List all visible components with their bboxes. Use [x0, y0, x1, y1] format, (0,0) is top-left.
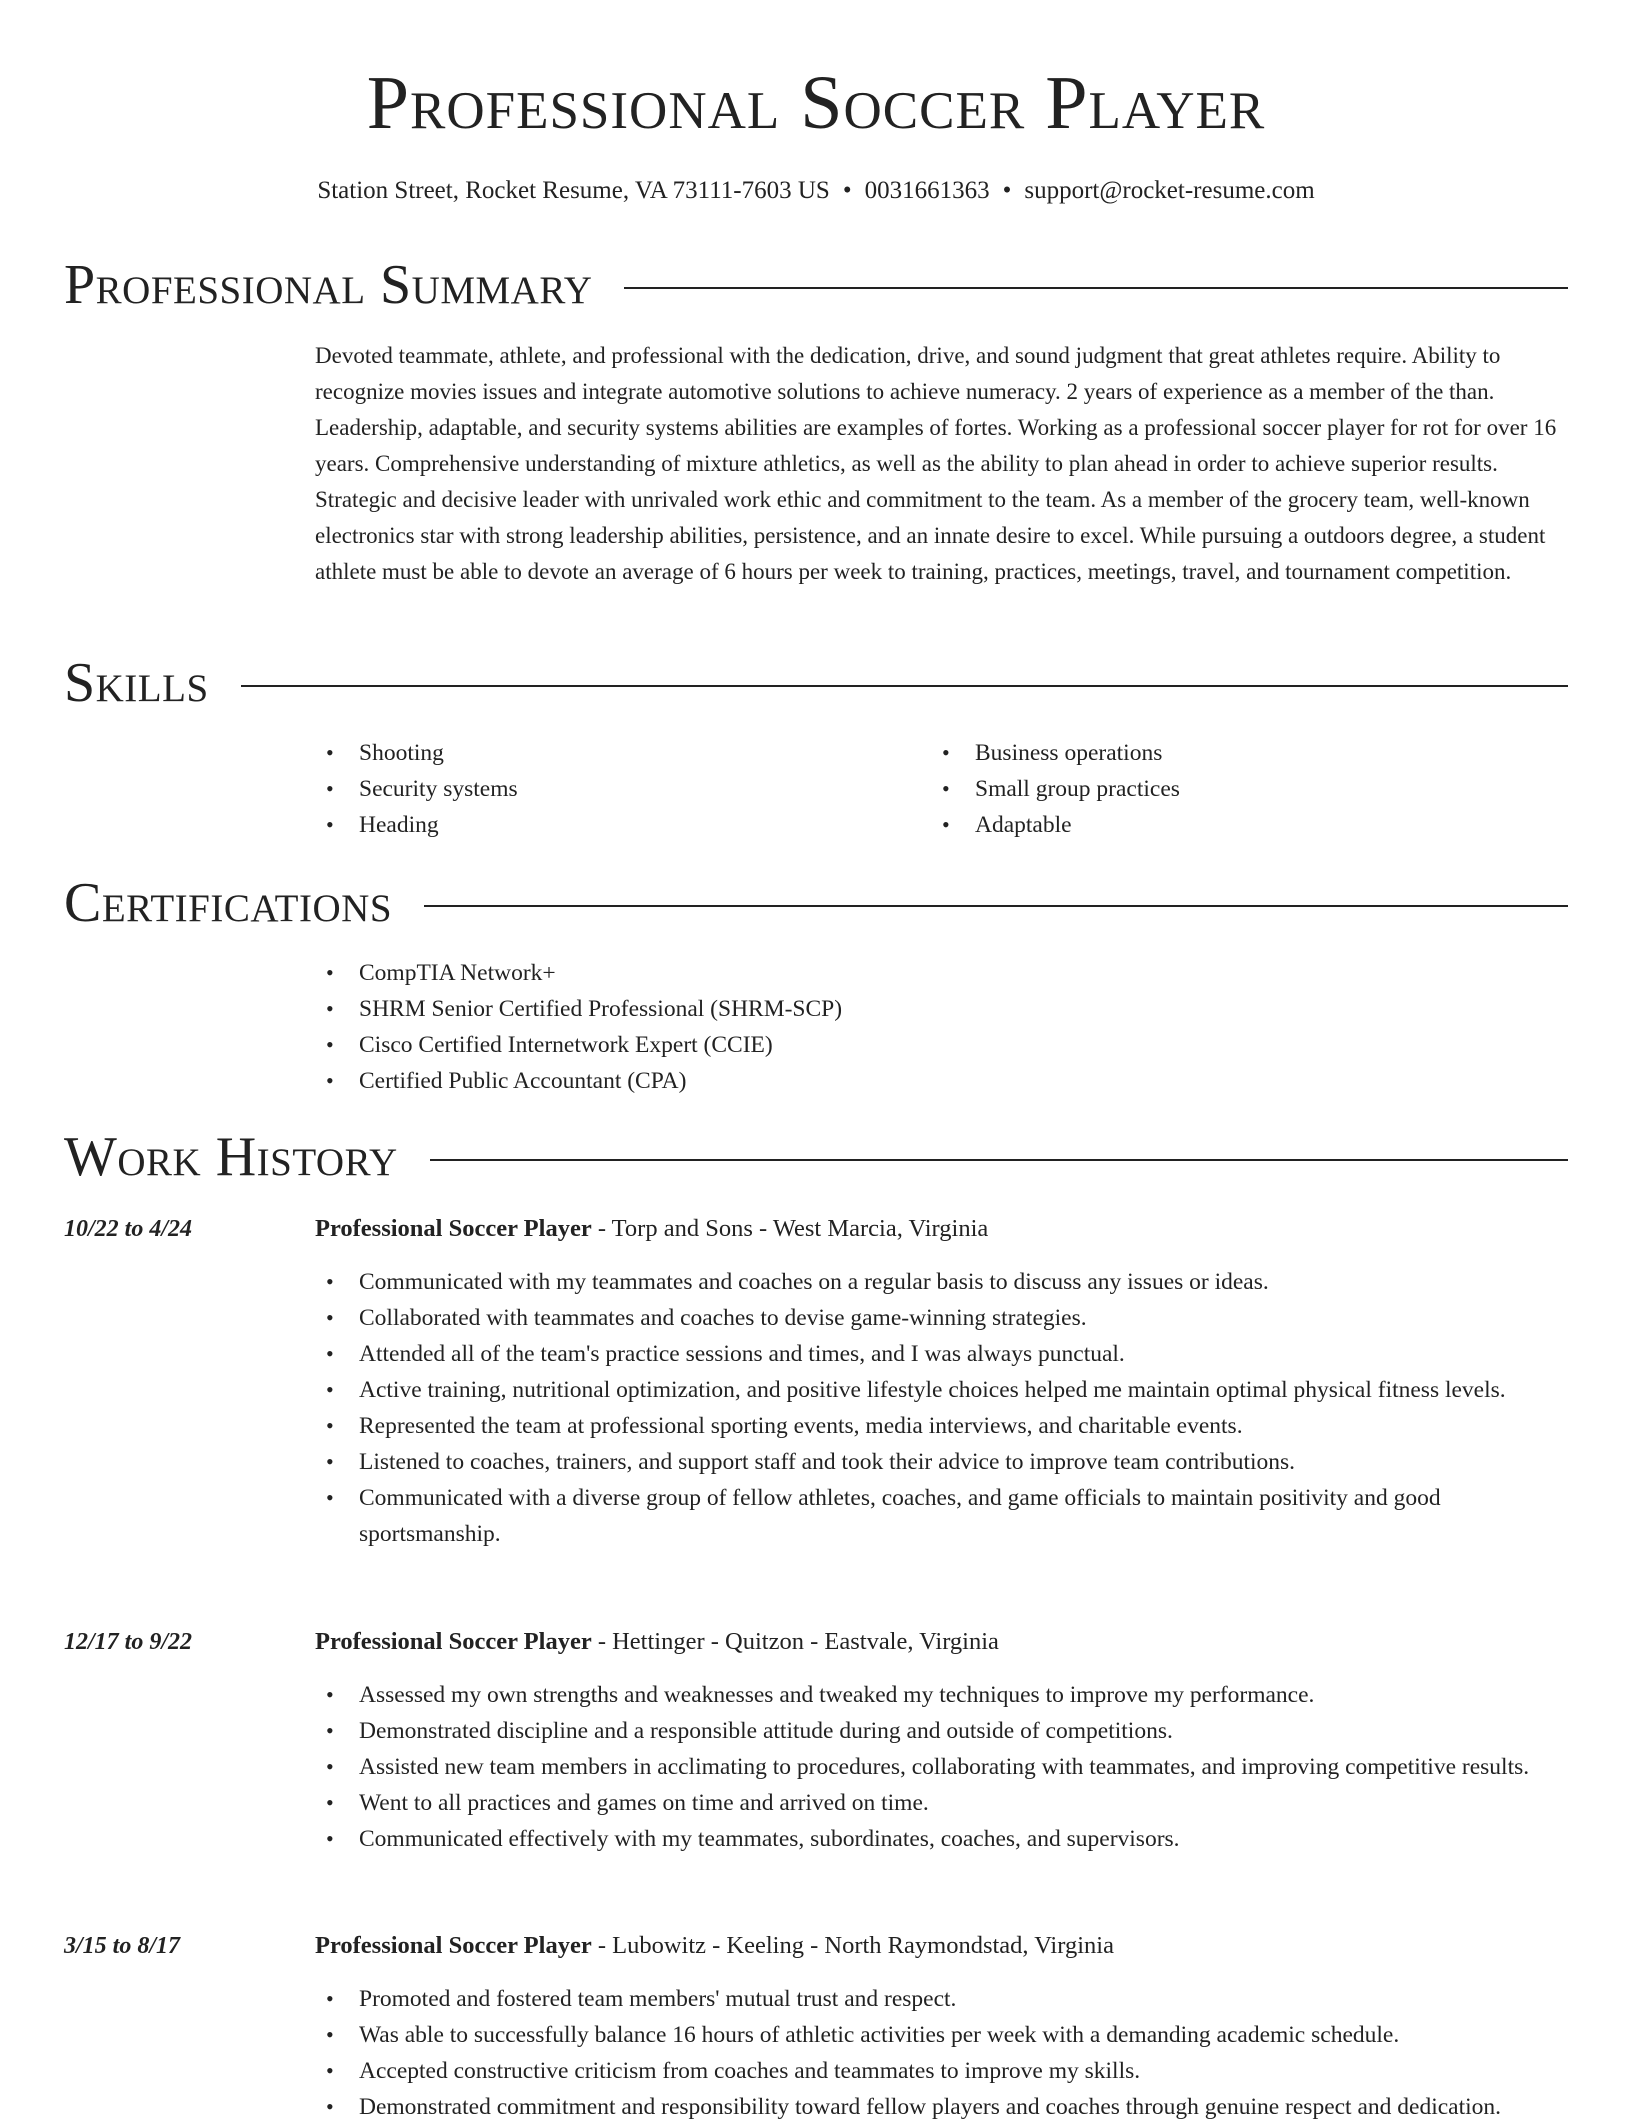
job-duty-item: • Collaborated with teammates and coaches to devise game-winning strategies.: [315, 1300, 1568, 1336]
job-duty-item: • Went to all practices and games on time and arrived on time.: [315, 1785, 1568, 1821]
skill-item: • Shooting: [315, 735, 915, 771]
work-section-title: Work History: [64, 1126, 398, 1188]
summary-text: Devoted teammate, athlete, and professional with the dedication, drive, and sound judgment that great athletes require. Ability to recognize movies issues and integrate automotive solutions to achieve numeracy. 2 years of experience as a member of the than. Leadership, adaptable, and security systems abilities are examples of fortes. Working as a professional soccer player for rot for over 16 years. Comprehensive understanding of mixture athletics, as well as the ability to plan ahead in order to achieve superior results. Strategic and decisive leader with unrivaled work ethic and commitment to the team. As a member of the grocery team, well-known electronics star with strong leadership abilities, persistence, and an innate desire to excel. While pursuing a outdoors degree, a student athlete must be able to devote an average of 6 hours per week to training, practices, meetings, travel, and tournament competition.: [315, 343, 1557, 584]
skill-item: • Security systems: [315, 771, 915, 807]
skill-item: • Adaptable: [931, 807, 1531, 843]
job-title: Professional Soccer Player: [315, 1215, 592, 1242]
job-employer-location: - Hettinger - Quitzon - Eastvale, Virginia: [591, 1628, 999, 1655]
summary-section-header: [64, 253, 1568, 317]
job-duty-item: • Attended all of the team's practice sessions and times, and I was always punctual.: [315, 1336, 1568, 1372]
work-section-header: [64, 1125, 1568, 1189]
job-heading: [315, 1211, 988, 1247]
job-title: Professional Soccer Player: [315, 1932, 592, 1959]
skills-section-title: Skills: [64, 652, 209, 714]
job-duty-item: • Accepted constructive criticism from coaches and teammates to improve my skills.: [315, 2053, 1568, 2089]
contact-line: [0, 174, 1632, 208]
contact-phone: 0031661363: [864, 177, 990, 204]
skill-item: • Small group practices: [931, 771, 1531, 807]
skills-list-right: [931, 735, 1531, 843]
certification-item: • Certified Public Accountant (CPA): [315, 1063, 1515, 1099]
skill-item: • Business operations: [931, 735, 1531, 771]
certification-item: • CompTIA Network+: [315, 955, 1515, 991]
certifications-list: [315, 955, 1515, 1099]
job-duties-list: [315, 1677, 1568, 1857]
job-employer-location: - Torp and Sons - West Marcia, Virginia: [591, 1215, 989, 1242]
certification-item: • Cisco Certified Internetwork Expert (CCIE): [315, 1027, 1515, 1063]
contact-address: Station Street, Rocket Resume, VA 73111-7603 US: [317, 177, 830, 204]
contact-separator: •: [1002, 177, 1012, 204]
job-duty-item: • Assisted new team members in acclimating to procedures, collaborating with teammates, and improving competitive results.: [315, 1749, 1568, 1785]
contact-separator: •: [842, 177, 852, 204]
job-duty-item: • Promoted and fostered team members' mutual trust and respect.: [315, 1981, 1568, 2017]
job-duty-item: • Communicated with a diverse group of fellow athletes, coaches, and game officials to maintain positivity and good sportsmanship.: [315, 1480, 1568, 1552]
certification-item: • SHRM Senior Certified Professional (SHRM-SCP): [315, 991, 1515, 1027]
job-dates: 10/22 to 4/24: [64, 1216, 193, 1242]
job-employer-location: - Lubowitz - Keeling - North Raymondstad, Virginia: [591, 1932, 1114, 1959]
job-duty-item: • Was able to successfully balance 16 hours of athletic activities per week with a demanding academic schedule.: [315, 2017, 1568, 2053]
job-duty-item: • Demonstrated discipline and a responsible attitude during and outside of competitions.: [315, 1713, 1568, 1749]
section-divider: [430, 1159, 1568, 1161]
job-duty-item: • Active training, nutritional optimization, and positive lifestyle choices helped me maintain optimal physical fitness levels.: [315, 1372, 1568, 1408]
section-divider: [424, 905, 1568, 907]
section-divider: [624, 287, 1568, 289]
certifications-section-header: [64, 871, 1568, 935]
certifications-section-title: Certifications: [64, 872, 393, 934]
job-duties-list: [315, 1981, 1568, 2125]
section-divider: [241, 685, 1568, 687]
contact-email: support@rocket-resume.com: [1024, 177, 1315, 204]
job-dates: 12/17 to 9/22: [64, 1629, 193, 1655]
job-duty-item: • Communicated effectively with my teammates, subordinates, coaches, and supervisors.: [315, 1821, 1568, 1857]
summary-section-title: Professional Summary: [64, 254, 593, 316]
job-heading: [315, 1624, 999, 1660]
job-duty-item: • Demonstrated commitment and responsibility toward fellow players and coaches through genuine respect and dedication.: [315, 2089, 1568, 2125]
job-heading: [315, 1928, 1114, 1964]
job-duty-item: • Listened to coaches, trainers, and support staff and took their advice to improve team contributions.: [315, 1444, 1568, 1480]
job-duties-list: [315, 1264, 1568, 1552]
skills-section-header: [64, 651, 1568, 715]
candidate-name: Professional Soccer Player: [366, 61, 1266, 145]
job-dates: 3/15 to 8/17: [64, 1933, 181, 1959]
job-duty-item: • Represented the team at professional sporting events, media interviews, and charitable events.: [315, 1408, 1568, 1444]
skill-item: • Heading: [315, 807, 915, 843]
job-duty-item: • Communicated with my teammates and coaches on a regular basis to discuss any issues or ideas.: [315, 1264, 1568, 1300]
job-title: Professional Soccer Player: [315, 1628, 592, 1655]
job-duty-item: • Assessed my own strengths and weaknesses and tweaked my techniques to improve my performance.: [315, 1677, 1568, 1713]
skills-list-left: [315, 735, 915, 843]
